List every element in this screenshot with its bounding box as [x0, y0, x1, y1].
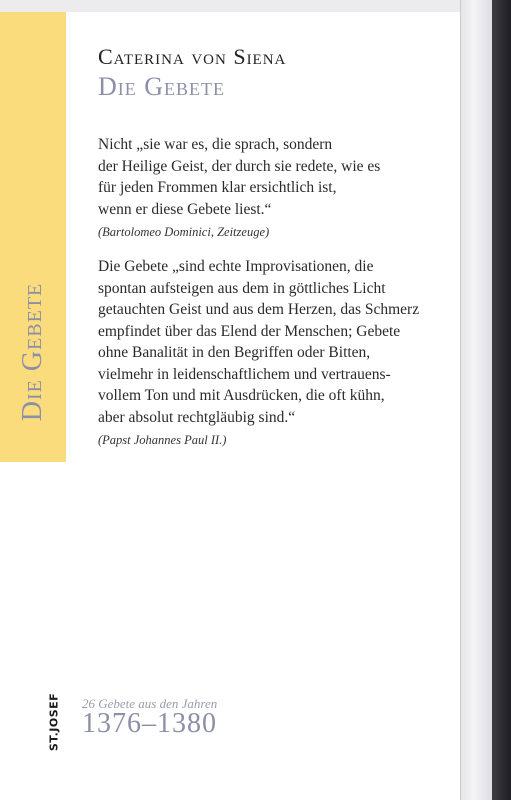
quote-line: aber absolut rechtgläubig sind.“ [98, 408, 296, 426]
cover-top-edge [0, 0, 460, 12]
page-edge [460, 0, 493, 800]
quote-source: (Papst Johannes Paul II.) [98, 433, 227, 447]
quote-source: (Bartolomeo Dominici, Zeitzeuge) [98, 225, 270, 239]
publisher-logo: ST.JOSEF [47, 692, 61, 752]
quote-line: getauchten Geist und aus dem Herzen, das Schmerz [98, 301, 420, 318]
quote-line: empfindet über das Elend der Menschen; Gebete [98, 322, 401, 340]
years-range: 1376–1380 [82, 708, 217, 739]
quote-line: wenn er diese Gebete liest.“ [98, 200, 272, 218]
quote-line: Nicht „sie war es, die sprach, sondern [98, 136, 333, 153]
quote-line: spontan aufsteigen aus dem in göttliches Licht [98, 279, 386, 297]
yellow-side-stripe [0, 12, 66, 462]
quote-line: der Heilige Geist, der durch sie redete, wie es [98, 157, 381, 175]
author-name: Caterina von Siena [98, 44, 287, 69]
quote-line: vielmehr in leidenschaftlichem und vertrauens- [98, 365, 391, 383]
stripe-title: Die Gebete [17, 282, 48, 422]
quote-line: vollem Ton und mit Ausdrücken, die oft kühn, [98, 387, 385, 404]
quote-block-2 [98, 256, 428, 452]
quote-line: ohne Banalität in den Begriffen oder Bitten, [98, 344, 371, 361]
book-title: Die Gebete [98, 72, 226, 101]
quote-line: für jeden Frommen klar ersichtlich ist, [98, 179, 337, 196]
quote-line: Die Gebete „sind echte Improvisationen, die [98, 258, 374, 275]
years-caption: 26 Gebete aus den Jahren [82, 696, 218, 711]
spine-shadow [492, 0, 511, 800]
quote-block-1 [98, 134, 428, 244]
